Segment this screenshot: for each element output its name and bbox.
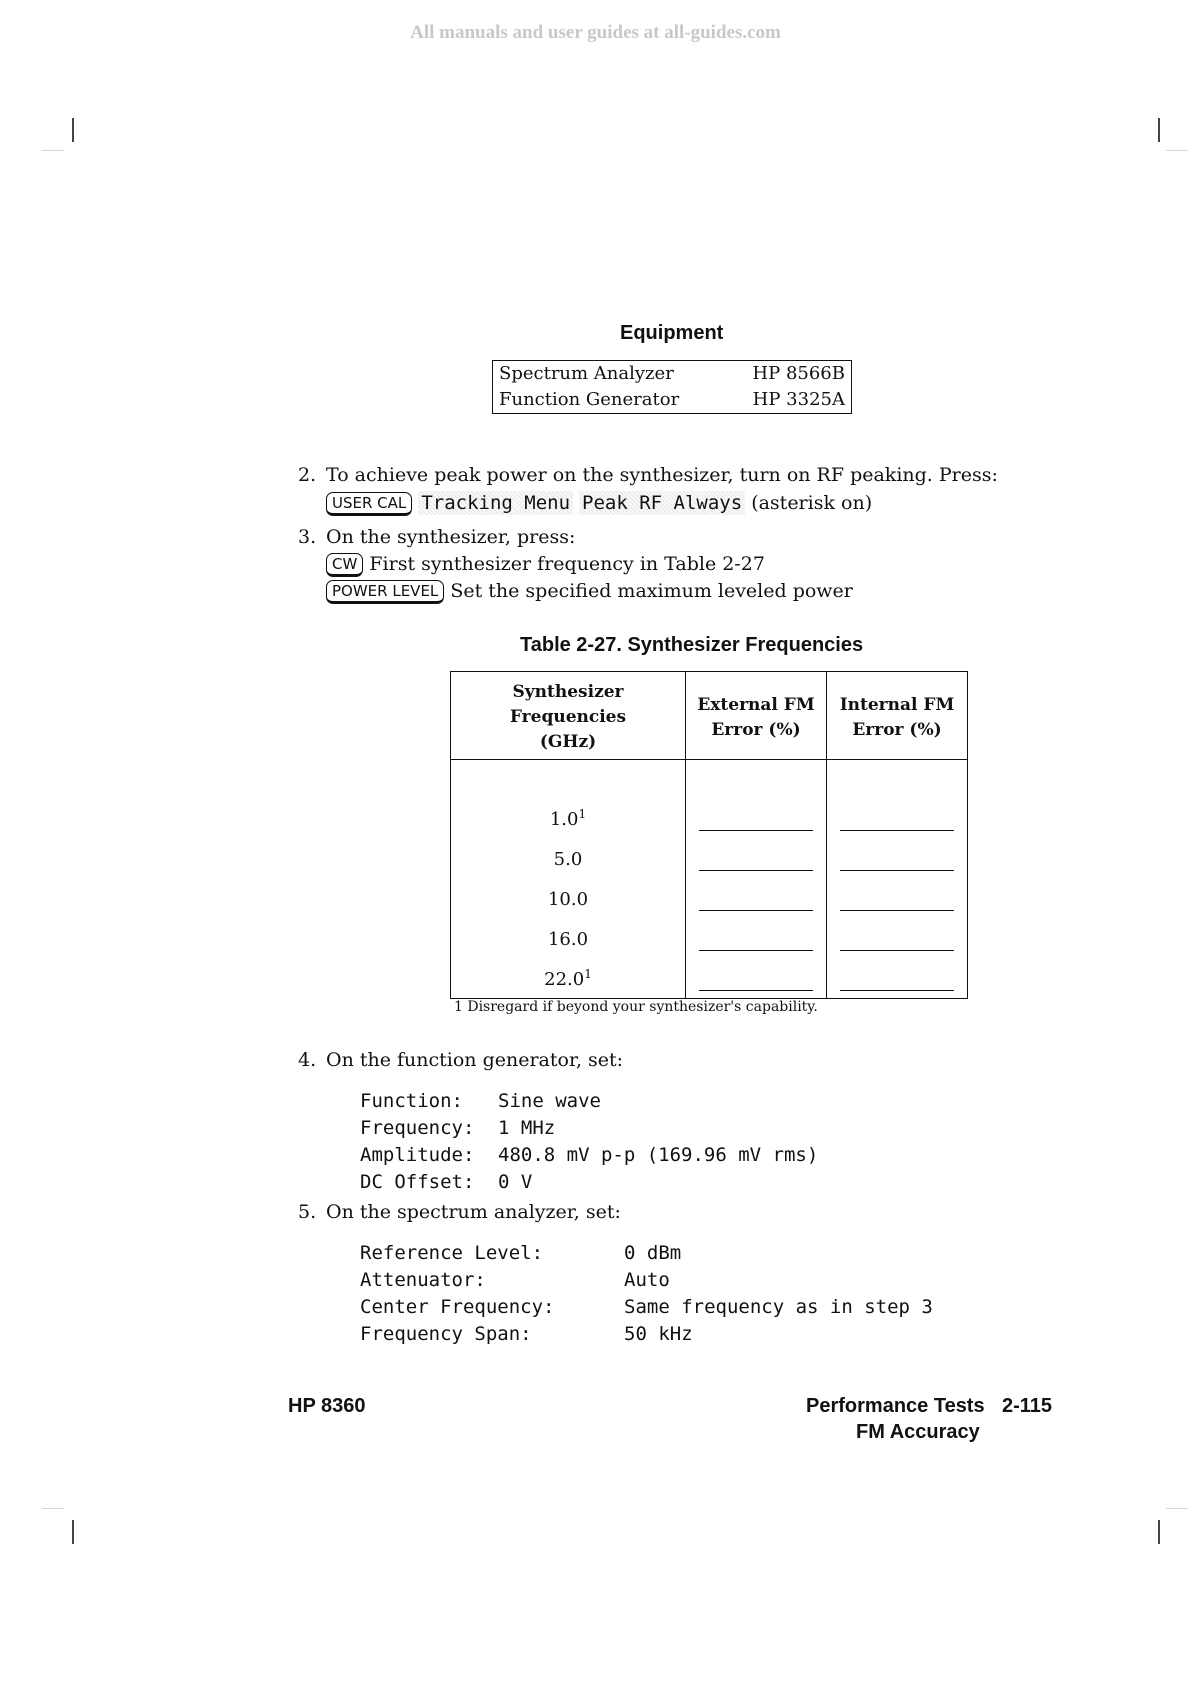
setting-value: Sine wave xyxy=(498,1090,601,1112)
external-fm-entry[interactable] xyxy=(686,958,827,999)
step-5-text: On the spectrum analyzer, set: xyxy=(326,1201,621,1223)
setting-row xyxy=(360,1242,933,1269)
frequency-cell: 5.0 xyxy=(451,838,686,878)
footer-subsection: FM Accuracy xyxy=(856,1421,980,1443)
step-2-text: To achieve peak power on the synthesizer, turn on RF peaking. Press: xyxy=(326,464,998,486)
cw-key[interactable]: CW xyxy=(326,553,363,577)
table-row xyxy=(451,958,968,999)
step-3-line-1-text: First synthesizer frequency in Table 2-27 xyxy=(369,553,765,575)
synthesizer-frequencies-table xyxy=(450,671,968,999)
frequency-cell: 10.0 xyxy=(451,878,686,918)
external-fm-entry[interactable] xyxy=(686,798,827,838)
setting-label: DC Offset: xyxy=(360,1171,475,1193)
peak-rf-always-softkey[interactable]: Peak RF Always xyxy=(579,491,745,515)
crop-mark-bottom-left xyxy=(72,1520,74,1544)
table-caption: Table 2-27. Synthesizer Frequencies xyxy=(520,634,864,656)
header-line: Error (%) xyxy=(711,719,801,740)
setting-value: 0 dBm xyxy=(624,1242,682,1264)
setting-row xyxy=(360,1117,818,1144)
table-row xyxy=(493,387,852,414)
crop-mark-bottom-left-h xyxy=(42,1508,64,1509)
setting-row xyxy=(360,1144,818,1171)
step-3-text: On the synthesizer, press: xyxy=(326,526,576,548)
header-line: Internal FM xyxy=(839,694,955,715)
step-5-number: 5. xyxy=(298,1201,317,1223)
crop-mark-top-left xyxy=(72,118,74,142)
setting-row xyxy=(360,1323,933,1350)
internal-fm-entry[interactable] xyxy=(827,838,968,878)
step-2-suffix: (asterisk on) xyxy=(751,492,873,514)
header-line: (GHz) xyxy=(539,732,597,752)
crop-mark-bottom-right-h xyxy=(1166,1508,1188,1509)
table-row xyxy=(451,798,968,838)
step-4-text: On the function generator, set: xyxy=(326,1049,624,1071)
footnote-marker: 1 xyxy=(578,806,587,821)
setting-label: Function: xyxy=(360,1090,463,1112)
setting-label: Attenuator: xyxy=(360,1269,486,1291)
step-4-number: 4. xyxy=(298,1049,317,1071)
external-fm-entry[interactable] xyxy=(686,878,827,918)
watermark: All manuals and user guides at all-guides.com xyxy=(410,22,781,43)
footnote-marker: 1 xyxy=(584,966,592,981)
table-row xyxy=(451,838,968,878)
tracking-menu-softkey[interactable]: Tracking Menu xyxy=(418,491,573,515)
frequency-cell: $1.0^1$ xyxy=(451,798,686,838)
step-3-line-1 xyxy=(326,553,765,577)
table-row xyxy=(451,918,968,958)
setting-row xyxy=(360,1171,818,1198)
header-line: External FM xyxy=(697,694,815,715)
setting-value: Auto xyxy=(624,1269,670,1291)
setting-label: Frequency Span: xyxy=(360,1323,532,1345)
internal-fm-entry[interactable] xyxy=(827,918,968,958)
table-row xyxy=(493,361,852,388)
crop-mark-top-right xyxy=(1158,118,1160,142)
spacer-cell xyxy=(827,760,968,799)
table-footnote: 1 Disregard if beyond your synthesizer's capability. xyxy=(454,999,818,1015)
equipment-model: HP 8566B xyxy=(752,363,845,384)
table-row xyxy=(451,878,968,918)
spacer-cell xyxy=(686,760,827,799)
setting-row xyxy=(360,1296,933,1323)
step-3-number: 3. xyxy=(298,526,317,548)
crop-mark-bottom-right xyxy=(1158,1520,1160,1544)
setting-row xyxy=(360,1090,818,1117)
equipment-name: Function Generator xyxy=(499,389,680,410)
setting-value: 1 MHz xyxy=(498,1117,556,1139)
setting-value: 480.8 mV p-p (169.96 mV rms) xyxy=(498,1144,819,1166)
crop-mark-top-right-h xyxy=(1166,150,1188,151)
spectrum-analyzer-settings xyxy=(360,1242,933,1350)
setting-row xyxy=(360,1269,933,1296)
column-header-external-fm xyxy=(686,672,827,760)
crop-mark-top-left-h xyxy=(42,150,64,151)
setting-value: 50 kHz xyxy=(624,1323,693,1345)
setting-label: Reference Level: xyxy=(360,1242,544,1264)
step-3-line-2 xyxy=(326,580,853,604)
power-level-key[interactable]: POWER LEVEL xyxy=(326,580,444,604)
equipment-model: HP 3325A xyxy=(752,389,845,410)
setting-value: 0 V xyxy=(498,1171,533,1193)
function-generator-settings xyxy=(360,1090,818,1198)
header-line: Error (%) xyxy=(852,719,942,740)
setting-label: Center Frequency: xyxy=(360,1296,555,1318)
column-header-frequency xyxy=(451,672,686,760)
step-2-number: 2. xyxy=(298,464,317,486)
external-fm-entry[interactable] xyxy=(686,918,827,958)
column-header-internal-fm xyxy=(827,672,968,760)
setting-label: Frequency: xyxy=(360,1117,475,1139)
external-fm-entry[interactable] xyxy=(686,838,827,878)
user-cal-key[interactable]: USER CAL xyxy=(326,492,412,516)
equipment-name: Spectrum Analyzer xyxy=(499,363,674,384)
setting-value: Same frequency as in step 3 xyxy=(624,1296,933,1318)
footer-product: HP 8360 xyxy=(288,1395,366,1417)
header-line: Synthesizer Frequencies xyxy=(509,682,627,727)
footer-page-number: 2-115 xyxy=(1002,1395,1053,1417)
equipment-title: Equipment xyxy=(620,322,724,344)
equipment-table xyxy=(492,360,852,414)
table-spacer-row xyxy=(451,760,968,799)
frequency-cell: 16.0 xyxy=(451,918,686,958)
internal-fm-entry[interactable] xyxy=(827,958,968,999)
internal-fm-entry[interactable] xyxy=(827,798,968,838)
setting-label: Amplitude: xyxy=(360,1144,475,1166)
frequency-cell: 22.0$^1$ xyxy=(451,958,686,999)
step-3-line-2-text: Set the specified maximum leveled power xyxy=(450,580,853,602)
table-header-row xyxy=(451,672,968,760)
step-2-keys xyxy=(326,492,872,516)
internal-fm-entry[interactable] xyxy=(827,878,968,918)
spacer-cell xyxy=(451,760,686,799)
footer-section: Performance Tests xyxy=(806,1395,985,1417)
